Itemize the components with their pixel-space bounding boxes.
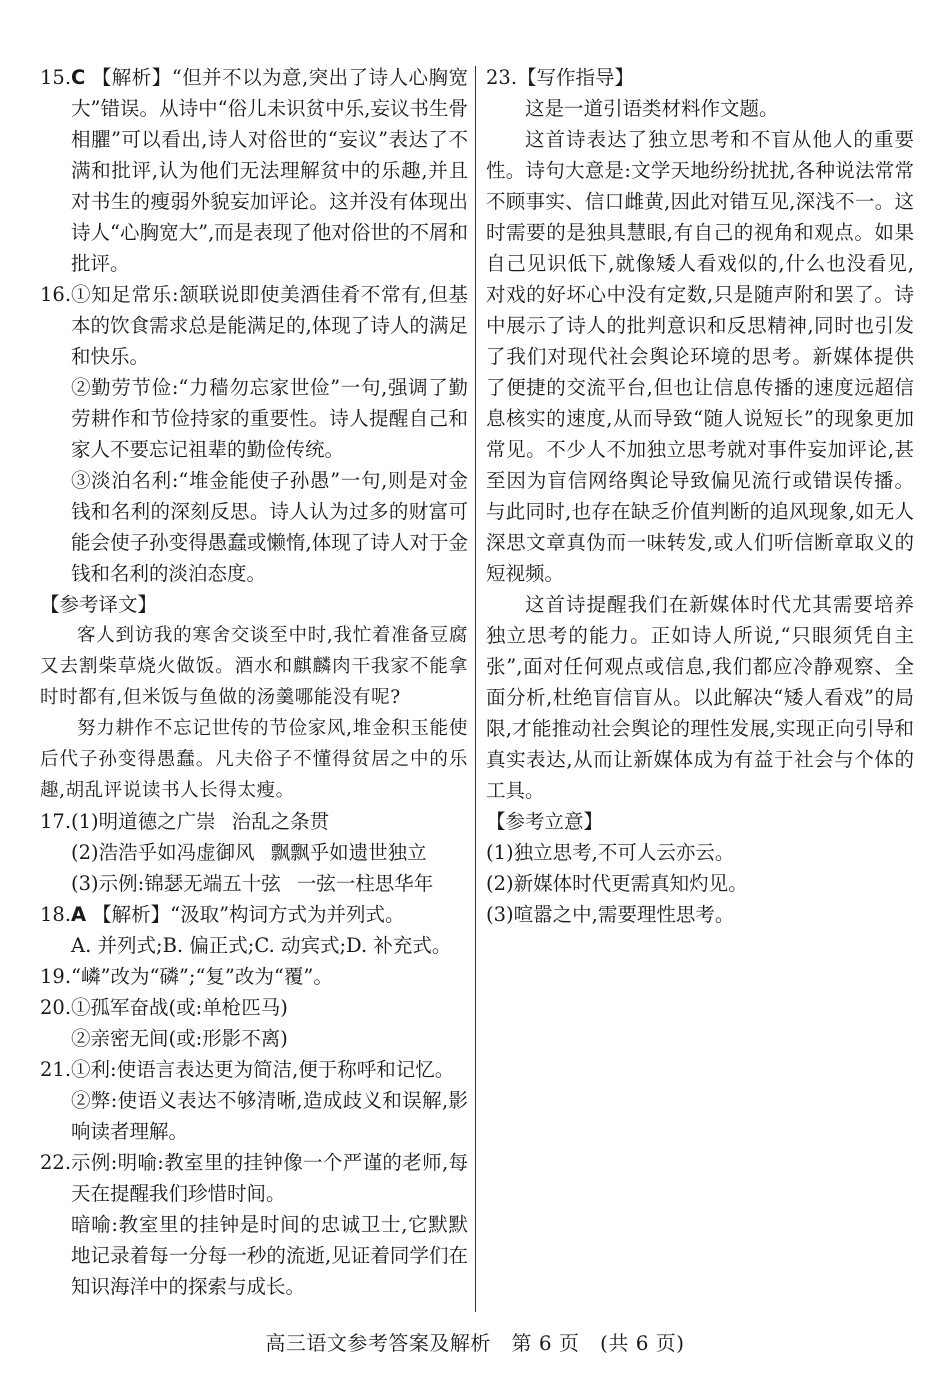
guide-paragraph: 这是一道引语类材料作文题。 bbox=[525, 97, 779, 120]
question-number: 15. bbox=[40, 66, 72, 89]
analysis-detail: A. 并列式;B. 偏正式;C. 动宾式;D. 补充式。 bbox=[71, 934, 452, 957]
verse-second: 飘飘乎如遗世独立 bbox=[270, 841, 427, 864]
footer-total-pages: (共 6 页) bbox=[600, 1331, 685, 1355]
guide-paragraph: 这首诗提醒我们在新媒体时代尤其需要培养独立思考的能力。正如诗人所说,“只眼须凭自主张”,面对任何观点或信息,我们都应冷静观察、全面分析,杜绝盲信盲从。以此解决“矮人看戏”的局限,才能推动社会舆论的理性发展,实现正向引导和真实表达,从而让新媒体成为有益于社会与个体的工具。 bbox=[486, 593, 914, 802]
line-label: (2) bbox=[71, 841, 99, 864]
answer-line: ①利:使语言表达更为简洁,便于称呼和记忆。 bbox=[71, 1058, 455, 1081]
column-divider bbox=[475, 66, 476, 1312]
footer-page-number: 第 6 页 bbox=[511, 1331, 580, 1355]
analysis-text: 【解析】“但并不以为意,突出了诗人心胸宽大”错误。从诗中“俗儿未识贫中乐,妄议书生骨相臞”可以看出,诗人对俗世的“妄议”表达了不满和批评,认为他们无法理解贫中的乐趣,并且对书生的瘦弱外貌妄加评论。这并没有体现出诗人“心胸宽大”,而是表现了他对俗世的不屑和批评。 bbox=[71, 66, 468, 275]
question-22 bbox=[40, 1147, 468, 1302]
question-16 bbox=[40, 279, 468, 589]
question-number: 20. bbox=[40, 996, 72, 1019]
verse-first: 示例:锦瑟无端五十弦 bbox=[98, 872, 281, 895]
question-number: 18. bbox=[40, 903, 72, 926]
translation-heading: 【参考译文】 bbox=[40, 593, 158, 616]
question-number: 23. bbox=[486, 66, 518, 89]
question-number: 21. bbox=[40, 1058, 72, 1081]
question-number: 17. bbox=[40, 810, 72, 833]
answer-line: ①孤军奋战(或:单枪匹马) bbox=[71, 996, 288, 1019]
answer-line: ②亲密无间(或:形影不离) bbox=[71, 1027, 288, 1050]
question-18 bbox=[40, 899, 468, 961]
answer-line bbox=[71, 806, 468, 837]
reference-theme-heading: 【参考立意】 bbox=[486, 810, 604, 833]
verse-second: 治乱之条贯 bbox=[231, 810, 330, 833]
question-20 bbox=[40, 992, 468, 1054]
question-number: 19. bbox=[40, 965, 72, 988]
answer-point: ②勤劳节俭:“力穑勿忘家世俭”一句,强调了勤劳耕作和节俭持家的重要性。诗人提醒自己和家人不要忘记祖辈的勤俭传统。 bbox=[71, 376, 468, 461]
reference-theme: (2)新媒体时代更需真知灼见。 bbox=[486, 872, 748, 895]
answer-point: ①知足常乐:颔联说即使美酒佳肴不常有,但基本的饮食需求总是能满足的,体现了诗人的满足和快乐。 bbox=[71, 283, 468, 368]
answer-point: ③淡泊名利:“堆金能使子孙愚”一句,则是对金钱和名利的深刻反思。诗人认为过多的财富可能会使子孙变得愚蠢或懒惰,体现了诗人对于金钱和名利的淡泊态度。 bbox=[71, 469, 468, 585]
line-label: (3) bbox=[71, 872, 99, 895]
answer-line: ②弊:使语义表达不够清晰,造成歧义和误解,影响读者理解。 bbox=[71, 1089, 468, 1143]
reference-theme: (1)独立思考,不可人云亦云。 bbox=[486, 841, 735, 864]
answer-choice: A bbox=[71, 903, 87, 926]
guide-paragraph: 这首诗表达了独立思考和不盲从他人的重要性。诗句大意是:文学天地纷纷扰扰,各种说法常常不顾事实、信口雌黄,因此对错互见,深浅不一。这时需要的是独具慧眼,有自己的视角和观点。如果自己见识低下,就像矮人看戏似的,什么也没看见,对戏的好坏心中没有定数,只是随声附和罢了。诗中展示了诗人的批判意识和反思精神,同时也引发了我们对现代社会舆论环境的思考。新媒体提供了便捷的交流平台,但也让信息传播的速度远超信息核实的速度,从而导致“随人说短长”的现象更加常见。不少人不加独立思考就对事件妄加评论,甚至因为盲信网络舆论导致偏见流行或错误传播。与此同时,也存在缺乏价值判断的追风现象,如无人深思文章真伪而一味转发,或人们听信断章取义的短视频。 bbox=[486, 128, 914, 585]
question-number: 22. bbox=[40, 1151, 72, 1174]
page-footer bbox=[0, 1327, 950, 1356]
footer-title: 高三语文参考答案及解析 bbox=[265, 1331, 491, 1355]
verse-second: 一弦一柱思华年 bbox=[296, 872, 434, 895]
answer-line: 示例:明喻:教室里的挂钟像一个严谨的老师,每天在提醒我们珍惜时间。 bbox=[71, 1151, 468, 1205]
line-label: (1) bbox=[71, 810, 99, 833]
question-17 bbox=[40, 806, 468, 899]
left-column bbox=[40, 62, 468, 1302]
question-number: 16. bbox=[40, 283, 72, 306]
answer-line bbox=[71, 868, 468, 899]
answer-line: 暗喻:教室里的挂钟是时间的忠诚卫士,它默默地记录着每一分每一秒的流逝,见证着同学们在知识海洋中的探索与成长。 bbox=[71, 1213, 468, 1298]
answer-text: “嶙”改为“磷”;“复”改为“覆”。 bbox=[71, 965, 333, 988]
question-19 bbox=[40, 961, 468, 992]
question-21 bbox=[40, 1054, 468, 1147]
writing-guide-heading: 【写作指导】 bbox=[517, 66, 635, 89]
question-15 bbox=[40, 62, 468, 279]
reference-theme: (3)喧嚣之中,需要理性思考。 bbox=[486, 903, 735, 926]
answer-line bbox=[71, 837, 468, 868]
verse-first: 浩浩乎如冯虚御风 bbox=[98, 841, 255, 864]
translation-paragraph: 客人到访我的寒舍交谈至中时,我忙着准备豆腐又去割柴草烧火做饭。酒水和麒麟肉干我家不能拿时时都有,但米饭与鱼做的汤羹哪能没有呢? bbox=[40, 625, 468, 708]
question-23 bbox=[486, 62, 914, 93]
right-column bbox=[486, 62, 914, 930]
translation-paragraph: 努力耕作不忘记世传的节俭家风,堆金积玉能使后代子孙变得愚蠢。凡夫俗子不懂得贫居之中的乐趣,胡乱评说读书人长得太瘦。 bbox=[40, 718, 468, 801]
answer-choice: C bbox=[71, 66, 86, 89]
analysis-text: 【解析】“汲取”构词方式为并列式。 bbox=[92, 903, 405, 926]
verse-first: 明道德之广崇 bbox=[98, 810, 216, 833]
